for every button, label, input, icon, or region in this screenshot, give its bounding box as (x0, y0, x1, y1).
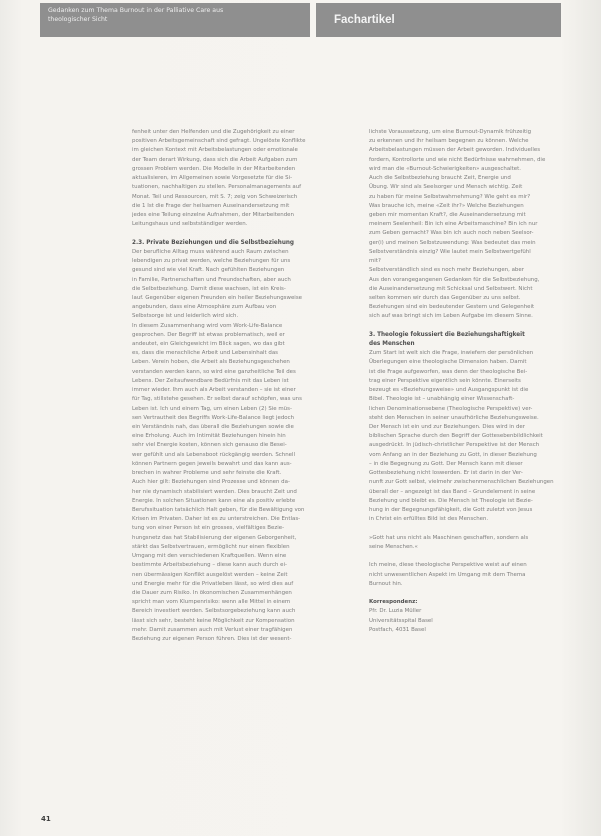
text-line: aktualisieren, im Allgemeinen sowie Vorgesetzte für die Si- (132, 175, 293, 182)
text-line: – in die Begegnung zu Gott. Der Mensch kann mit dieser (369, 460, 523, 467)
text-line: verstanden werden kann, so wird eine ganzheitliche Teil des (132, 368, 296, 375)
text-line: positiven Arbeitsgemeinschaft sind gefragt. Ungelöste Konflikte (132, 138, 306, 145)
text-line: Gottesbeziehung nicht loswerden. Er ist darin in der Ver- (369, 470, 523, 477)
text-line: seine Menschen.« (369, 543, 418, 550)
text-line: Ich meine, diese theologische Perspektive weist auf einen (369, 562, 527, 569)
text-line: Aus den vorangegangenen Gedanken für die Selbstbeziehung, (369, 276, 540, 283)
text-line: Zum Start ist welt sich die Frage, inwiefern der persönlichen (369, 350, 534, 357)
text-line: Übung. Wir sind als Seelsorger und Mensch wichtig. Zeit (369, 184, 523, 191)
text-line: zum Geben gemacht? Was bin ich auch noch neben Seelsor- (369, 230, 534, 237)
paragraph-gap (369, 552, 581, 561)
page-number: 41 (41, 815, 51, 823)
text-line: immer wieder. Ihm auch als Arbeit verstanden – sie ist einer (132, 387, 296, 394)
text-line: ist die Frage aufgeworfen, was denn der theologische Bei- (369, 368, 528, 375)
text-line: der Team derart Wirkung, dass sich die Arbeit Aufgaben zum (132, 156, 298, 163)
text-line: es, dass die menschliche Arbeit und Lebensinhalt das (132, 350, 279, 357)
text-line: lebendigen zu privat werden, welche Beziehungen für uns (132, 258, 291, 265)
text-line: die Dauer zum Risiko. In ökonomischen Zusammenhängen (132, 589, 292, 596)
text-line: können Partnern gegen jeweils bewahrt und das kann aus- (132, 460, 292, 467)
text-line: Selbstverständnis einzig? Wie lautet mein Selbstwertgefühl (369, 248, 531, 255)
text-line: andeutet, ein Gleichgewicht im Blick sagen, wo das gibt (132, 341, 285, 348)
text-line: mehr. Damit zusammen auch mit Verlust einer tragfähigen (132, 626, 293, 633)
text-line: Berufssituation tatsächlich Halt geben, für die Bewältigung von (132, 506, 305, 513)
text-line: die Auseinandersetzung mit Schicksal und Selbstwert. Nicht (369, 285, 533, 292)
text-line: vom Anfang an in der Beziehung zu Gott, in dieser Beziehung (369, 451, 537, 458)
text-line: zu erkennen und ihr heilsam begegnen zu können. Welche (369, 138, 529, 145)
section-heading: 3. Theologie fokussiert die Beziehungshaftigkeit (369, 331, 525, 338)
text-line: fenheit unter den Helfenden und die Zugehörigkeit zu einer (132, 129, 295, 135)
text-line: Postfach, 4031 Basel (369, 626, 426, 633)
text-line: für Tag, stillstehe gesehen. Er selbst darauf schöpfen, was uns (132, 396, 302, 403)
text-line: ausgedrückt. In jüdisch-christlicher Perspektive ist der Mensch (369, 442, 540, 449)
text-line: her nie dynamisch stabilisiert werden. Dies braucht Zeit und (132, 488, 297, 495)
text-line: trag einer Perspektive eigentlich sein könnte. Einerseits (369, 377, 521, 384)
text-line: jedes eine Teilung einzelne Aufnahmen, der Mitarbeitenden (132, 211, 294, 218)
text-line: Leben ist. Ich und einem Tag, um einen Leben (2) Sie müs- (132, 405, 292, 412)
text-line: Auch die Selbstbeziehung braucht Zeit, Energie und (369, 175, 511, 182)
text-line: biblischen Sprache durch den Begriff der Gottesebenbildlichkeit (369, 433, 543, 440)
text-line: und Energie mehr für die Privatleben lässt, so wird dies auf (132, 580, 294, 587)
text-line: Bereich investiert werden. Selbstsorgebeziehung kann auch (132, 608, 296, 615)
text-line: geben mir momentan Kraft?, die Auseinandersetzung mit (369, 211, 526, 218)
text-line: ein Verständnis nah, das überall die Beziehungen sowie die (132, 424, 294, 430)
text-line: Universitätsspital Basel (369, 617, 433, 624)
paragraph-gap (369, 322, 581, 331)
header-section-label (40, 3, 310, 37)
text-line: angebunden, dass eine Atmosphäre zum Aufbau von (132, 304, 277, 311)
text-line: die 1 Ist die Frage der heilsamen Auseinandersetzung mit (132, 202, 290, 209)
text-line: »Gott hat uns nicht als Maschinen geschaffen, sondern als (369, 534, 529, 541)
text-line: nunft zur Gott selbst, vielmehr zwischenmenschlichen Beziehungen (369, 479, 554, 486)
text-line: bezeugt es «Beziehungsweise» und Ausgangspunkt ist die (369, 387, 529, 394)
text-line: überall der – angezeigt ist das Band – Grundelement in seine (369, 488, 536, 495)
correspondence-label: Korrespondenz: (369, 599, 418, 606)
text-line: Der Mensch ist ein und zur Beziehungen. Dies wird in der (369, 424, 525, 430)
text-line: Umgang mit den verschiedenen Kraftquellen. Wenn eine (132, 553, 287, 560)
paragraph-gap (132, 229, 344, 238)
text-line: hungsnetz das hat Stabilisierung der eigenen Geborgenheit, (132, 534, 297, 541)
category-title: Fachartikel (334, 14, 395, 26)
text-line: nicht unwesentlichen Aspekt im Umgang mit dem Thema (369, 571, 526, 578)
text-line: sehr viel Energie kosten, können sich genauso die Besei- (132, 442, 287, 449)
text-line: sen Vertrautheit des Begriffs Work-Life-Balance liegt jedoch (132, 414, 295, 421)
text-line: Bibel. Theologie ist – unabhängig einer Wissenschaft- (369, 396, 515, 403)
text-line: zu haben für meine Selbstwahrnehmung? Wie geht es mir? (369, 193, 531, 200)
text-line: Überlegungen eine theologische Dimension haben. Damit (369, 359, 527, 366)
text-line: lauf. Gegenüber eigenen Freunden ein heiler Beziehungsweise (132, 294, 302, 301)
text-line: steht den Menschen in seiner unaufhörliche Beziehungsweise. (369, 414, 539, 421)
text-line: lichste Voraussetzung, um eine Burnout-Dynamik frühzeitig (369, 129, 532, 135)
text-line: in Christ ein erfülltes Bild ist des Menschen. (369, 516, 489, 523)
header-topic-line-2: theologischer Sicht (48, 16, 108, 23)
text-line: im gleichen Kontext mit Arbeitsbelastungen oder emotionale (132, 147, 298, 154)
text-line: Monat. Teil und Ressourcen, mit S. 7; zeig von Schweizerisch (132, 193, 298, 200)
text-line: fordern, Kontrollorte und wie nicht Bedürfnisse wahrnehmen, die (369, 156, 546, 163)
text-line: tuationen, nachhaltigen zu stellen. Personalmanagements auf (132, 184, 302, 191)
text-line: grossen Problem werden. Die Modelle in der Mitarbeitenden (132, 165, 296, 172)
text-line: in Familie, Partnerschaften und Freundschaften, aber auch (132, 276, 291, 283)
text-line: hung in der Begegnungsfähigkeit, die Gott zuletzt von Jesus (369, 506, 533, 513)
text-line: ger(i) und meinen Selbstzuwendung: Was bedeutet das mein (369, 239, 536, 246)
text-line: Pfr. Dr. Luzia Müller (369, 608, 422, 615)
text-line: bestimmte Arbeitsbeziehung – diese kann auch durch ei- (132, 562, 287, 569)
text-line: Beziehung zur eigenen Person führen. Dies ist der wesent- (132, 636, 292, 643)
text-line: wird man die «Burnout-Schwierigkeiten» ausgeschaltet. (369, 165, 522, 172)
text-line: meinem Seelenheil: Bin ich eine Arbeitsmaschine? Bin ich nur (369, 221, 538, 228)
text-line: lässt sich sehr, besteht keine Möglichkeit zur Kompensation (132, 617, 295, 624)
text-line: Auch hier gilt: Beziehungen sind Prozesse und können da- (132, 479, 290, 486)
text-line: Leben. Verein hoben, die Arbeit als Beziehungsgeschehen (132, 359, 290, 366)
header-topic-line-1: Gedanken zum Thema Burnout in der Palliative Care aus (48, 7, 224, 14)
text-line: gesund sind wie viel Kraft. Nach gefühlten Beziehungen (132, 267, 285, 274)
text-line: Der berufliche Alltag muss während auch Raum zwischen (132, 248, 289, 255)
text-line: tung von einer Person ist ein grosses, vielfältiges Bezie- (132, 525, 285, 532)
text-line: Beziehungen sind ein bedeutender Gestern und Gelegenheit (369, 304, 535, 311)
paragraph-gap (369, 589, 581, 598)
header-category (316, 3, 561, 37)
section-heading: des Menschen (369, 341, 415, 348)
text-line: Burnout hin. (369, 580, 403, 587)
text-line: eine Erholung. Auch im Intimität Beziehungen hinein hin (132, 433, 286, 440)
paragraph-gap (369, 524, 581, 533)
right-text-column (369, 128, 581, 635)
text-line: mit? (369, 258, 381, 265)
text-line: nen übermässigen Konflikt ausgelöst werden – keine Zeit (132, 571, 288, 578)
text-line: brechen in wahrer Probleme und sehr feinste die Kraft. (132, 470, 282, 477)
text-line: spricht man vom Klumpenrisiko: wenn alle Mittel in einem (132, 599, 291, 606)
text-line: Energie. In solchen Situationen kann eine als positiv erlebte (132, 497, 296, 504)
text-line: Selbstverständlich sind es noch mehr Beziehungen, aber (369, 267, 524, 274)
text-line: Selbstsorge ist und leiderlich wird sich. (132, 313, 239, 320)
text-line: sich auf was bringt sich im Leben Aufgabe im diesem Sinne. (369, 313, 533, 320)
text-line: selten kommen wir durch das Gegenüber zu uns selbst. (369, 294, 521, 301)
section-heading: 2.3. Private Beziehungen und die Selbstbeziehung (132, 239, 295, 246)
text-line: Krisen im Privaten. Daher ist es zu unterstreichen. Die Entlas- (132, 516, 301, 523)
left-text-column (132, 128, 344, 644)
text-line: Was brauche ich, meine «Zeit ihr?» Welche Beziehungen (369, 202, 524, 209)
text-line: gesprochen. Der Begriff ist etwas problematisch, weil er (132, 331, 285, 338)
text-line: wer gefühlt und als Lebensboot rückgängig werden. Schnell (132, 451, 296, 458)
text-line: lichen Denominationsebene (Theologische Perspektive) ver- (369, 405, 533, 412)
text-line: Beziehung und bleibt es. Die Mensch ist Theologie ist Bezie- (369, 497, 533, 504)
text-line: die Selbstbeziehung. Damit diese wachsen, ist ein Kreis- (132, 285, 286, 292)
text-line: Leitungshaus und selbstständiger werden. (132, 221, 248, 228)
text-line: In diesem Zusammenhang wird vom Work-Life-Balance (132, 322, 283, 329)
text-line: Arbeitsbelastungen müssen der Arbeit geworden. Individuelles (369, 147, 541, 154)
text-line: stärkt das Selbstvertrauen, ermöglicht nur einen flexiblen (132, 543, 290, 550)
text-line: Lebens. Der Zeitaufwendbare Bedürfnis mit das Leben ist (132, 377, 289, 384)
